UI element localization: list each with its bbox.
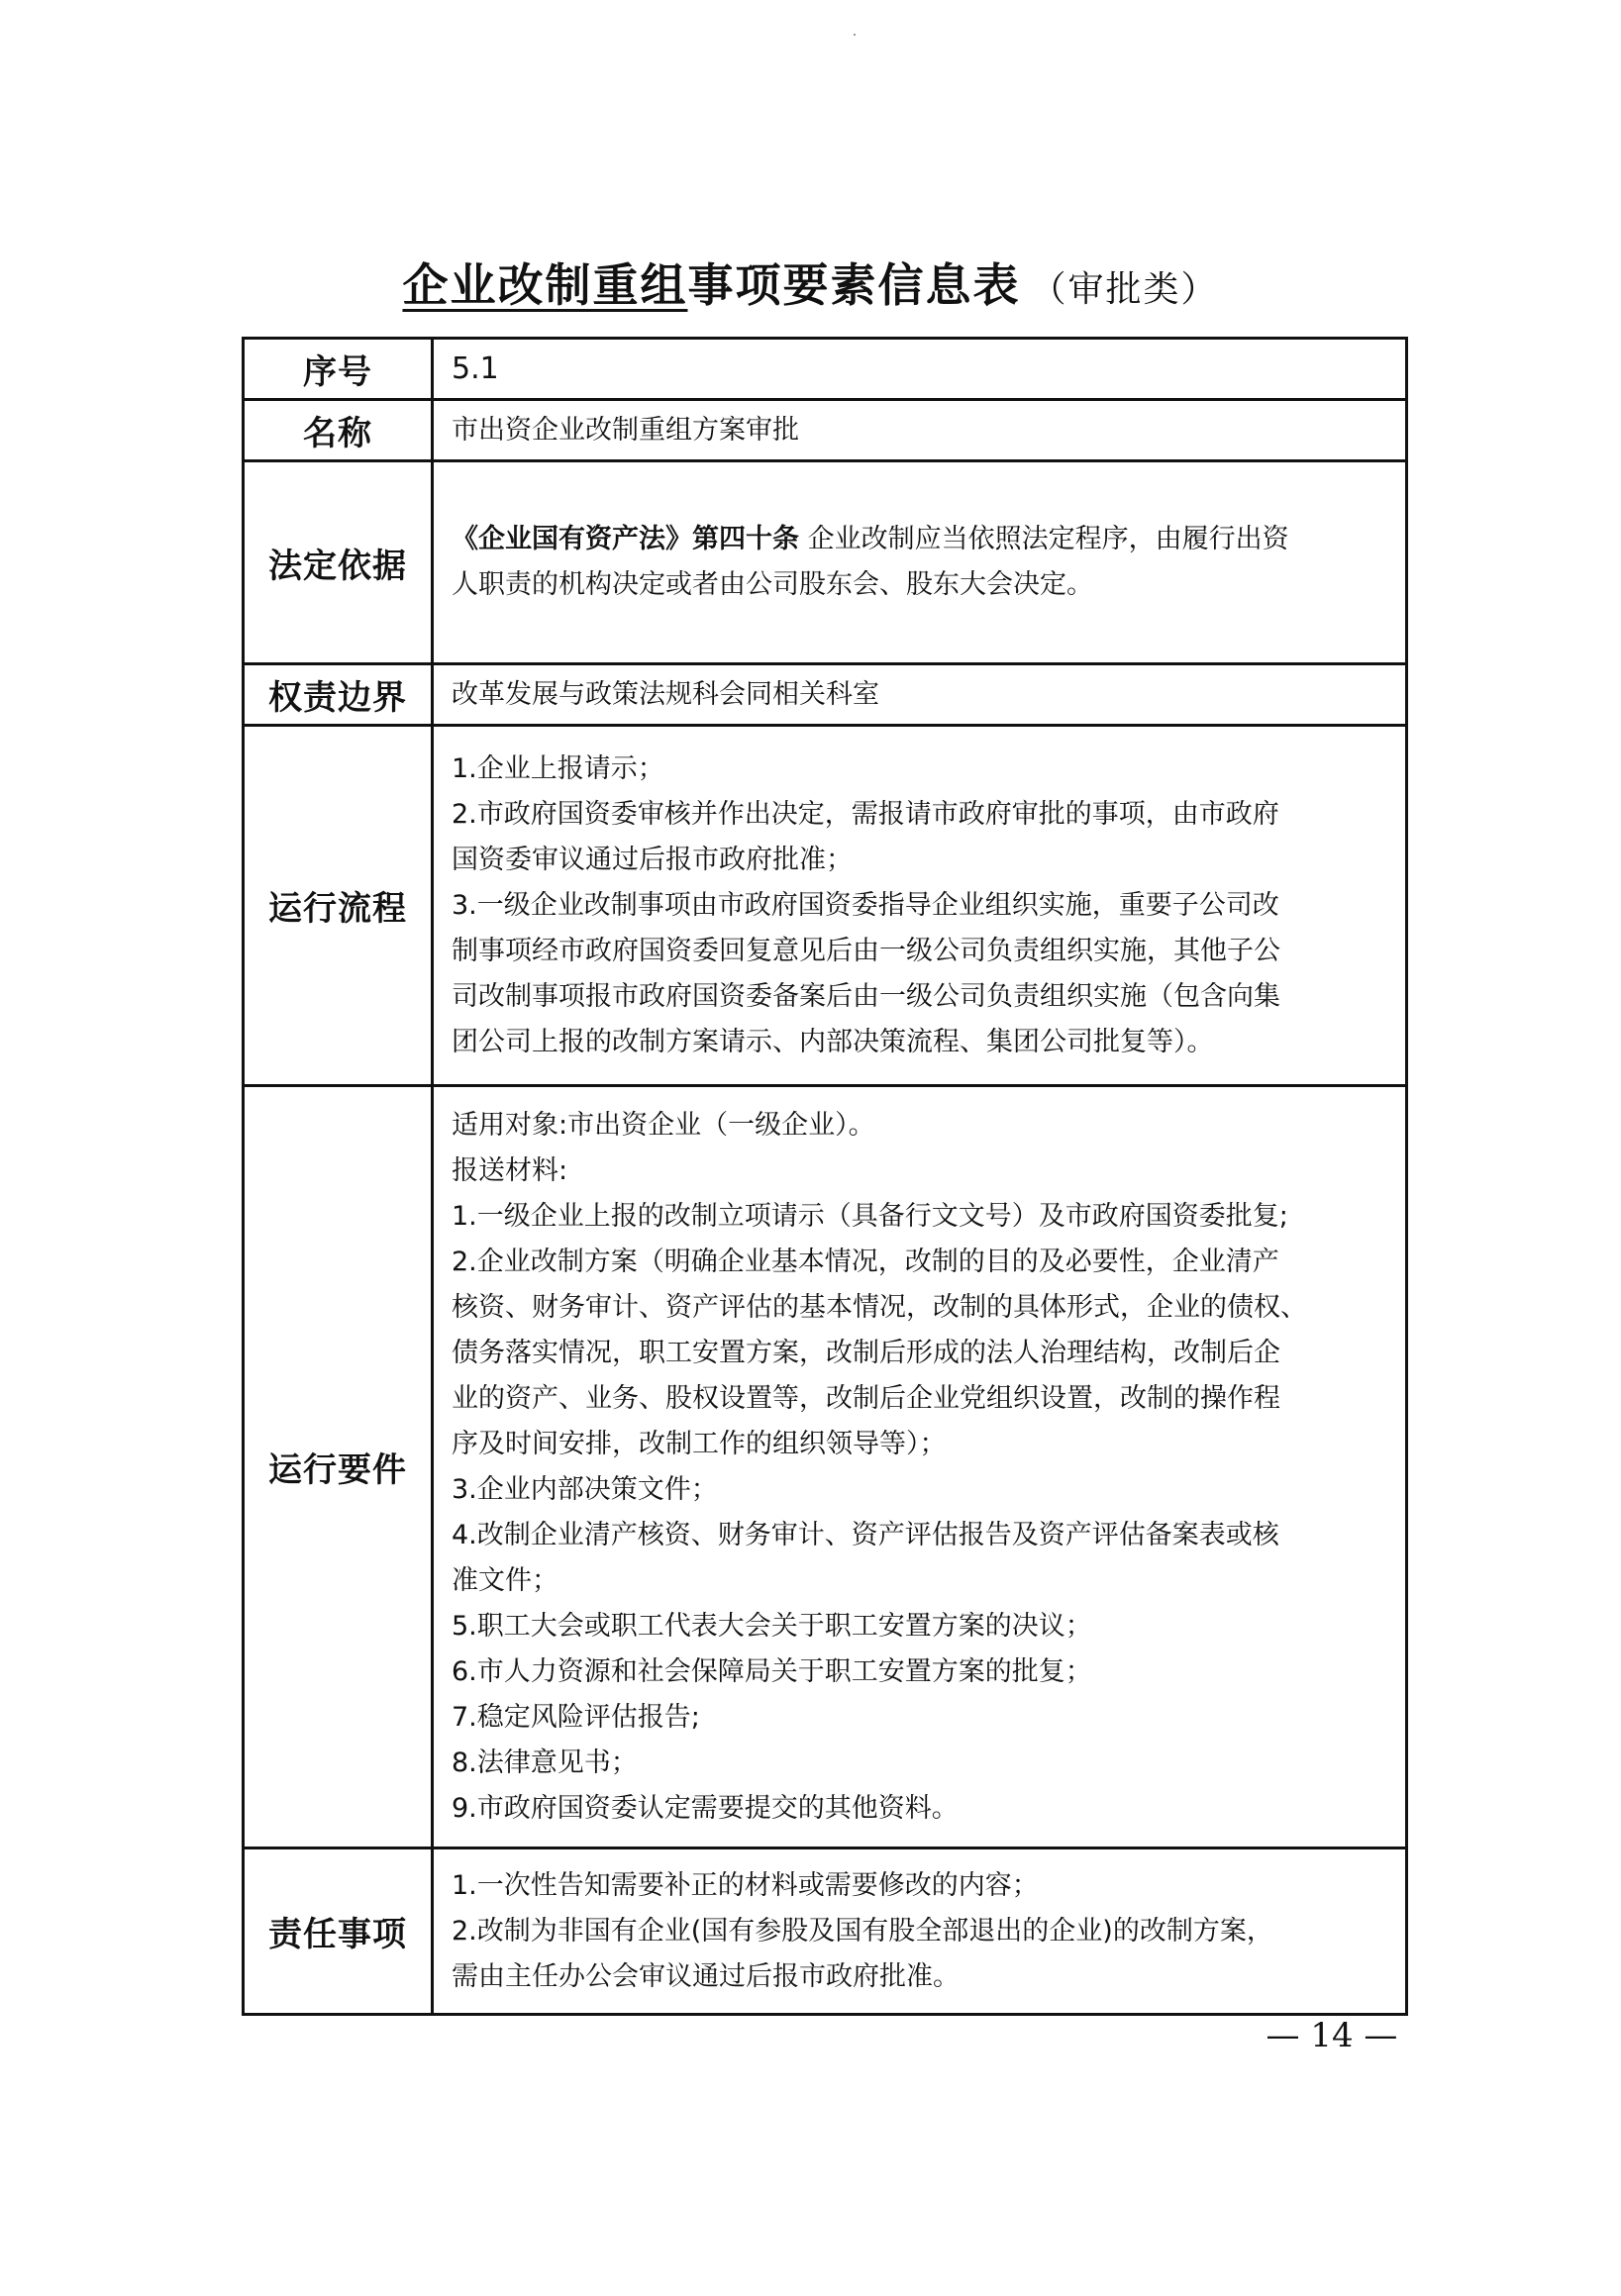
row-seq xyxy=(244,339,1407,400)
process-line: 制事项经市政府国资委回复意见后由一级公司负责组织实施，其他子公 xyxy=(452,935,1280,966)
row-boundary xyxy=(244,664,1407,726)
value-requirements xyxy=(433,1086,1407,1848)
value-basis xyxy=(433,461,1407,664)
basis-law-citation: 《企业国有资产法》第四十条 xyxy=(452,524,799,554)
basis-line-1 xyxy=(452,517,1401,562)
label-requirements: 运行要件 xyxy=(244,1086,433,1848)
row-process xyxy=(244,726,1407,1086)
value-responsibility xyxy=(433,1848,1407,2015)
document-title xyxy=(0,250,1621,315)
process-line: 3.一级企业改制事项由市政府国资委指导企业组织实施，重要子公司改 xyxy=(452,889,1279,921)
requirements-line: 2.企业改制方案（明确企业基本情况，改制的目的及必要性，企业清产 xyxy=(452,1246,1279,1277)
process-line: 司改制事项报市政府国资委备案后由一级公司负责组织实施（包含向集 xyxy=(452,980,1280,1012)
scan-speck xyxy=(854,34,856,36)
title-subtitle: （审批类） xyxy=(1030,269,1219,310)
requirements-line: 适用对象:市出资企业（一级企业）。 xyxy=(452,1109,875,1141)
row-name xyxy=(244,400,1407,461)
label-boundary: 权责边界 xyxy=(244,664,433,726)
label-seq: 序号 xyxy=(244,339,433,400)
row-responsibility xyxy=(244,1848,1407,2015)
requirements-line: 1.一级企业上报的改制立项请示（具备行文文号）及市政府国资委批复; xyxy=(452,1200,1288,1232)
responsibility-line: 2.改制为非国有企业(国有参股及国有股全部退出的企业)的改制方案， xyxy=(452,1915,1273,1947)
value-seq: 5.1 xyxy=(433,339,1407,400)
value-name: 市出资企业改制重组方案审批 xyxy=(433,400,1407,461)
requirements-line: 债务落实情况，职工安置方案，改制后形成的法人治理结构，改制后企 xyxy=(452,1337,1280,1368)
requirements-line: 报送材料: xyxy=(452,1154,568,1186)
value-boundary: 改革发展与政策法规科会同相关科室 xyxy=(433,664,1407,726)
requirements-line: 6.市人力资源和社会保障局关于职工安置方案的批复； xyxy=(452,1655,1092,1687)
label-process: 运行流程 xyxy=(244,726,433,1086)
title-rest: 事项要素信息表 xyxy=(687,258,1021,312)
responsibility-line: 1.一次性告知需要补正的材料或需要修改的内容； xyxy=(452,1869,1039,1901)
process-line: 国资委审议通过后报市政府批准； xyxy=(452,844,853,875)
requirements-line: 5.职工大会或职工代表大会关于职工安置方案的决议； xyxy=(452,1610,1092,1642)
requirements-line: 序及时间安排，改制工作的组织领导等）； xyxy=(452,1428,947,1459)
process-line: 团公司上报的改制方案请示、内部决策流程、集团公司批复等）。 xyxy=(452,1026,1214,1057)
requirements-line: 8.法律意见书； xyxy=(452,1747,638,1778)
info-table xyxy=(242,337,1408,2016)
requirements-line: 准文件； xyxy=(452,1564,558,1596)
label-name: 名称 xyxy=(244,400,433,461)
label-basis: 法定依据 xyxy=(244,461,433,664)
requirements-line: 7.稳定风险评估报告; xyxy=(452,1701,700,1733)
basis-text-1: 企业改制应当依照法定程序，由履行出资 xyxy=(799,524,1289,554)
requirements-line: 4.改制企业清产核资、财务审计、资产评估报告及资产评估备案表或核 xyxy=(452,1519,1279,1550)
row-basis xyxy=(244,461,1407,664)
row-requirements xyxy=(244,1086,1407,1848)
requirements-line: 9.市政府国资委认定需要提交的其他资料。 xyxy=(452,1792,959,1824)
label-responsibility: 责任事项 xyxy=(244,1848,433,2015)
process-line: 1.企业上报请示； xyxy=(452,752,664,784)
title-underlined: 企业改制重组 xyxy=(402,258,688,312)
page-number: — 14 — xyxy=(1266,2016,1398,2055)
requirements-line: 核资、财务审计、资产评估的基本情况，改制的具体形式，企业的债权、 xyxy=(452,1291,1307,1323)
requirements-line: 3.企业内部决策文件； xyxy=(452,1473,718,1505)
value-process xyxy=(433,726,1407,1086)
requirements-line: 业的资产、业务、股权设置等，改制后企业党组织设置，改制的操作程 xyxy=(452,1382,1280,1414)
responsibility-line: 需由主任办公会审议通过后报市政府批准。 xyxy=(452,1960,960,1992)
process-line: 2.市政府国资委审核并作出决定，需报请市政府审批的事项，由市政府 xyxy=(452,798,1279,830)
basis-line-2: 人职责的机构决定或者由公司股东会、股东大会决定。 xyxy=(452,569,1093,600)
